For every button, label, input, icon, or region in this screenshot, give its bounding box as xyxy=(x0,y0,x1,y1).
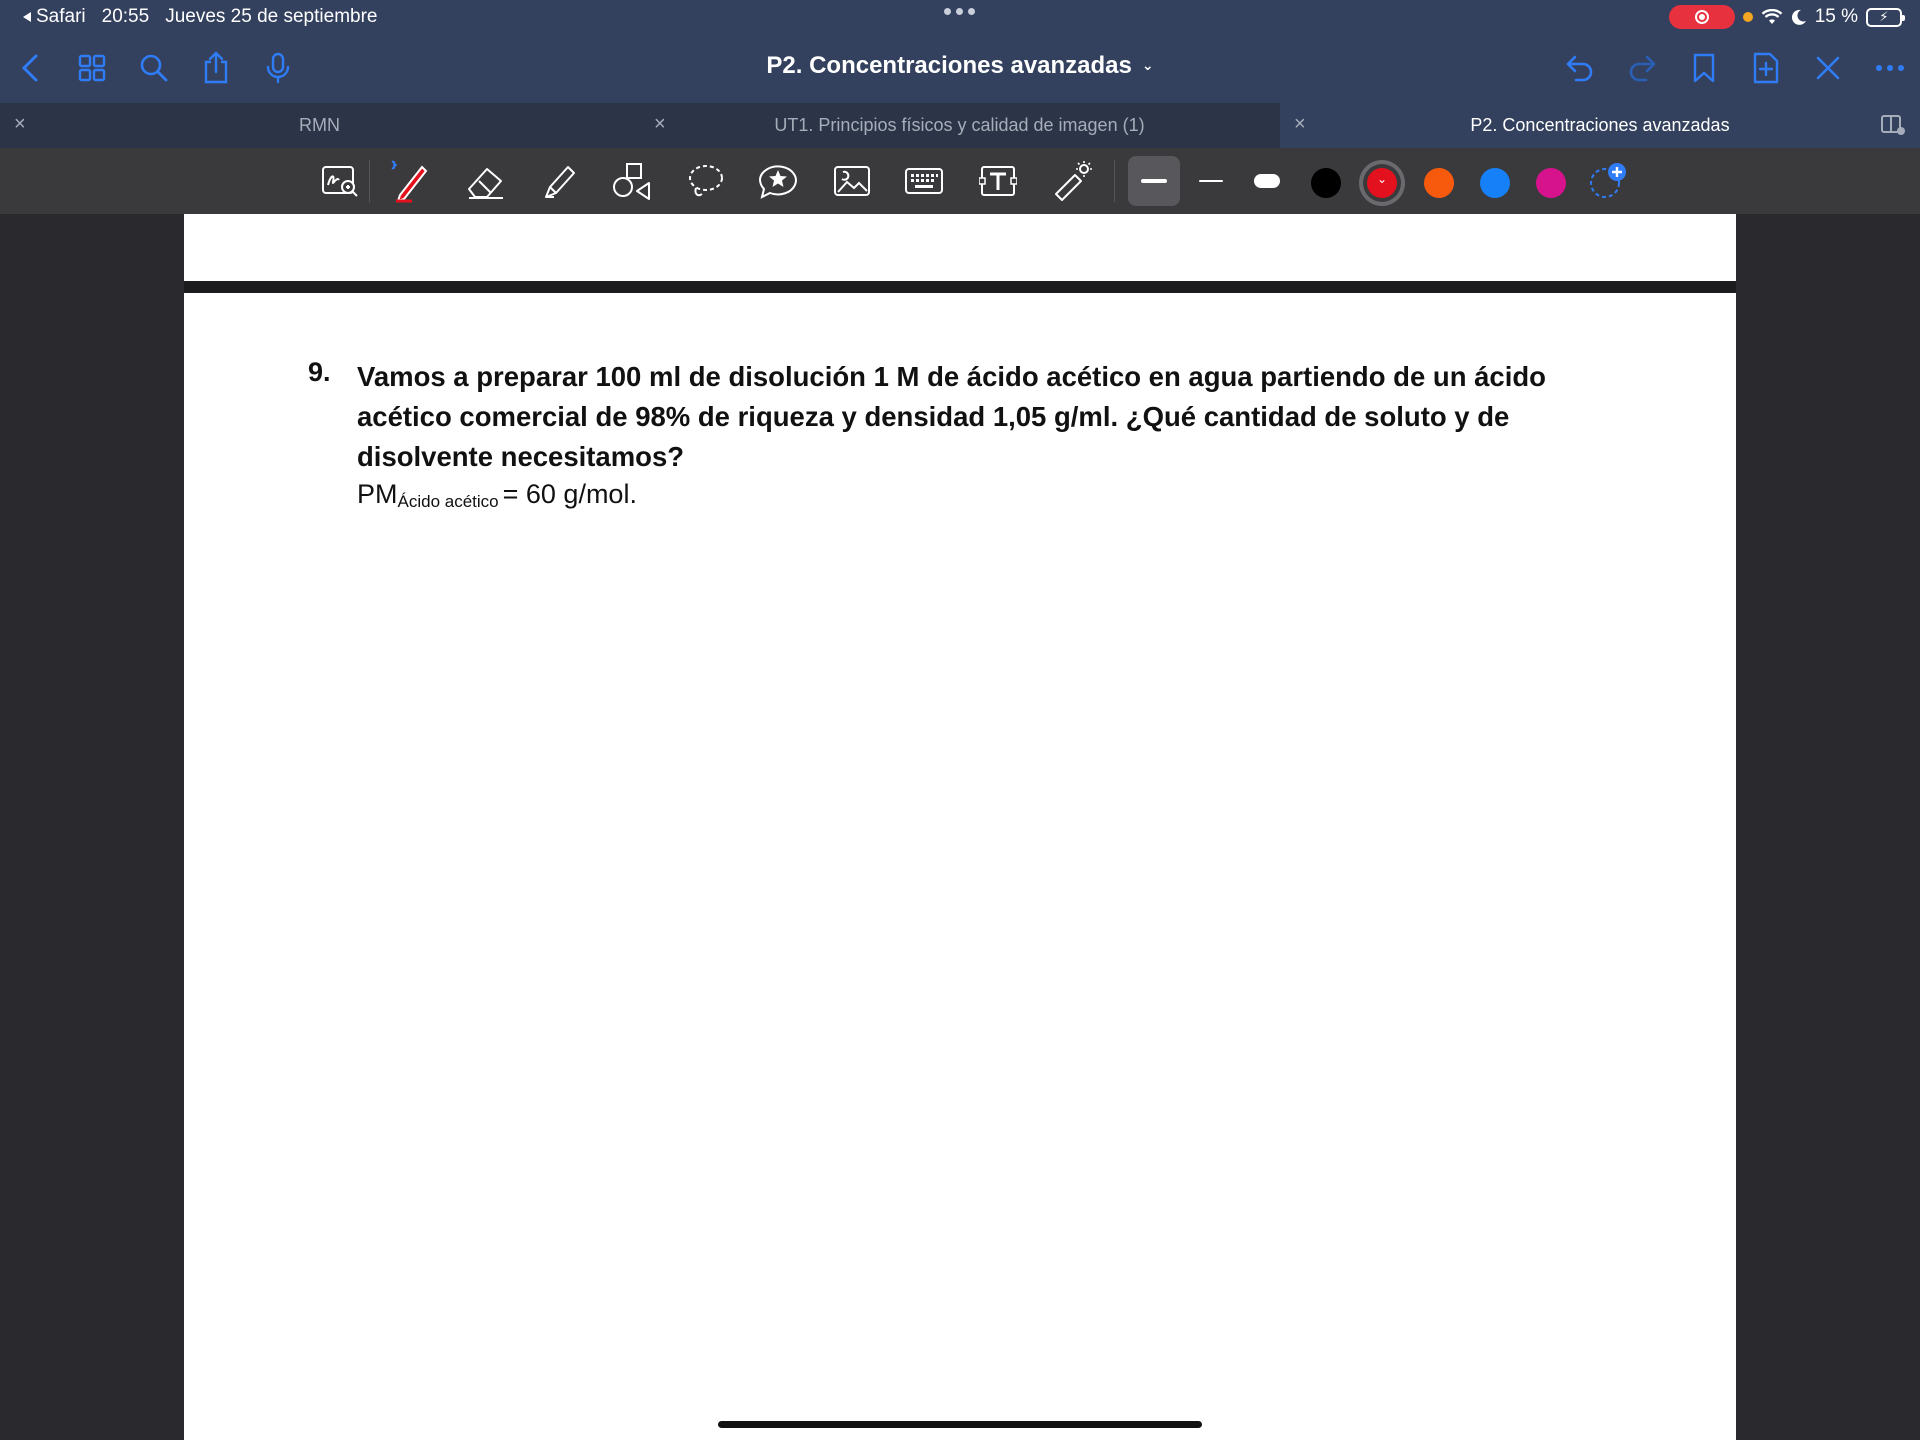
color-swatch-red-selected[interactable] xyxy=(1367,168,1397,198)
formula-value: = 60 g/mol. xyxy=(502,479,637,509)
battery-charging-icon: ⚡ xyxy=(1866,8,1902,27)
status-date: Jueves 25 de septiembre xyxy=(165,6,378,27)
zoom-window-tool[interactable] xyxy=(318,159,362,203)
question-number: 9. xyxy=(308,357,331,387)
pencil-cross-icon xyxy=(1814,54,1842,82)
highlighter-tool[interactable] xyxy=(538,159,582,203)
add-color-icon xyxy=(1587,161,1629,201)
document-page[interactable] xyxy=(184,293,1736,1440)
mic-in-use-dot-icon xyxy=(1743,12,1753,22)
back-triangle-icon xyxy=(22,11,32,23)
color-swatch-orange[interactable] xyxy=(1424,168,1454,198)
close-editing-button[interactable] xyxy=(1808,48,1848,88)
page-divider xyxy=(184,281,1736,293)
ellipsis-icon xyxy=(1875,64,1905,72)
lasso-icon xyxy=(686,161,726,201)
stroke-round-option[interactable] xyxy=(1245,159,1289,203)
back-to-app[interactable] xyxy=(22,6,86,28)
more-options-button[interactable] xyxy=(1870,48,1910,88)
pen-tool[interactable] xyxy=(388,159,432,203)
bookmark-button[interactable] xyxy=(1684,48,1724,88)
lasso-tool[interactable] xyxy=(684,159,728,203)
question-text: Vamos a preparar 100 ml de disolución 1 M de ácido acético en agua partiendo de un ácido acético comercial de 98% de riqueza y densidad 1,05 g/ml. ¿Qué cantidad de soluto y de disolvente necesitamos? xyxy=(357,361,1546,472)
formula-subscript: Ácido acético xyxy=(397,492,499,511)
annotation-toolbar xyxy=(0,148,1920,214)
stroke-thin-option[interactable] xyxy=(1189,159,1233,203)
eraser-icon xyxy=(465,161,507,201)
split-view-icon[interactable] xyxy=(1880,114,1906,136)
undo-button[interactable] xyxy=(1560,48,1600,88)
close-tab-icon[interactable]: × xyxy=(14,113,26,135)
shapes-tool[interactable] xyxy=(610,159,654,203)
battery-percent: 15 % xyxy=(1814,6,1858,27)
tab-label: UT1. Principios físicos y calidad de imagen (1) xyxy=(774,115,1145,135)
add-page-icon xyxy=(1752,51,1780,85)
formula-main: PM xyxy=(357,479,398,509)
tab-label: P2. Concentraciones avanzadas xyxy=(1470,115,1730,135)
laser-pointer-icon xyxy=(1051,160,1093,202)
tab-label: RMN xyxy=(299,115,340,135)
laser-pointer-tool[interactable] xyxy=(1050,159,1094,203)
image-icon xyxy=(833,164,871,198)
stroke-thick-option[interactable] xyxy=(1132,159,1176,203)
redo-button[interactable] xyxy=(1622,48,1662,88)
home-indicator[interactable] xyxy=(718,1421,1202,1428)
tab-ut1[interactable] xyxy=(640,103,1279,148)
stroke-round-icon xyxy=(1252,172,1282,190)
record-icon xyxy=(1695,10,1709,24)
bookmark-icon xyxy=(1692,52,1716,84)
zoom-window-icon xyxy=(321,164,359,198)
stroke-thin-icon xyxy=(1197,178,1225,184)
molar-mass-formula xyxy=(357,479,637,512)
eraser-tool[interactable] xyxy=(464,159,508,203)
text-box-icon xyxy=(979,164,1017,198)
close-tab-icon[interactable]: × xyxy=(1294,113,1306,135)
sticker-tool[interactable] xyxy=(756,159,800,203)
undo-icon xyxy=(1564,53,1596,83)
text-box-tool[interactable] xyxy=(976,159,1020,203)
tab-bar xyxy=(0,103,1920,148)
previous-page-bottom xyxy=(184,214,1736,281)
top-bar xyxy=(0,0,1920,103)
tab-p2-active[interactable] xyxy=(1280,103,1920,148)
image-tool[interactable] xyxy=(830,159,874,203)
add-page-button[interactable] xyxy=(1746,48,1786,88)
pen-icon xyxy=(388,159,432,203)
nav-bar xyxy=(0,40,1920,96)
status-bar xyxy=(0,0,1920,34)
keyboard-icon xyxy=(904,166,944,196)
toolbar-separator xyxy=(369,160,370,202)
color-swatch-blue[interactable] xyxy=(1480,168,1510,198)
screen-recording-indicator[interactable] xyxy=(1669,5,1735,29)
multitasking-dots-icon[interactable] xyxy=(944,8,975,15)
document-title-text: P2. Concentraciones avanzadas xyxy=(766,52,1132,79)
add-color-button[interactable] xyxy=(1586,159,1630,203)
stroke-thick-icon xyxy=(1139,177,1169,185)
keyboard-tool[interactable] xyxy=(902,159,946,203)
close-tab-icon[interactable]: × xyxy=(654,113,666,135)
redo-icon xyxy=(1626,53,1658,83)
status-time: 20:55 xyxy=(101,6,150,27)
shapes-icon xyxy=(611,161,653,201)
highlighter-icon xyxy=(540,161,580,201)
sticker-icon xyxy=(756,161,800,201)
wifi-icon xyxy=(1761,9,1783,26)
back-app-label: Safari xyxy=(36,6,86,27)
color-swatch-black[interactable] xyxy=(1311,168,1341,198)
chevron-down-icon: ⌄ xyxy=(1141,57,1154,73)
tab-rmn[interactable] xyxy=(0,103,639,148)
color-swatch-magenta[interactable] xyxy=(1536,168,1566,198)
toolbar-separator xyxy=(1114,160,1115,202)
do-not-disturb-moon-icon xyxy=(1791,9,1807,26)
